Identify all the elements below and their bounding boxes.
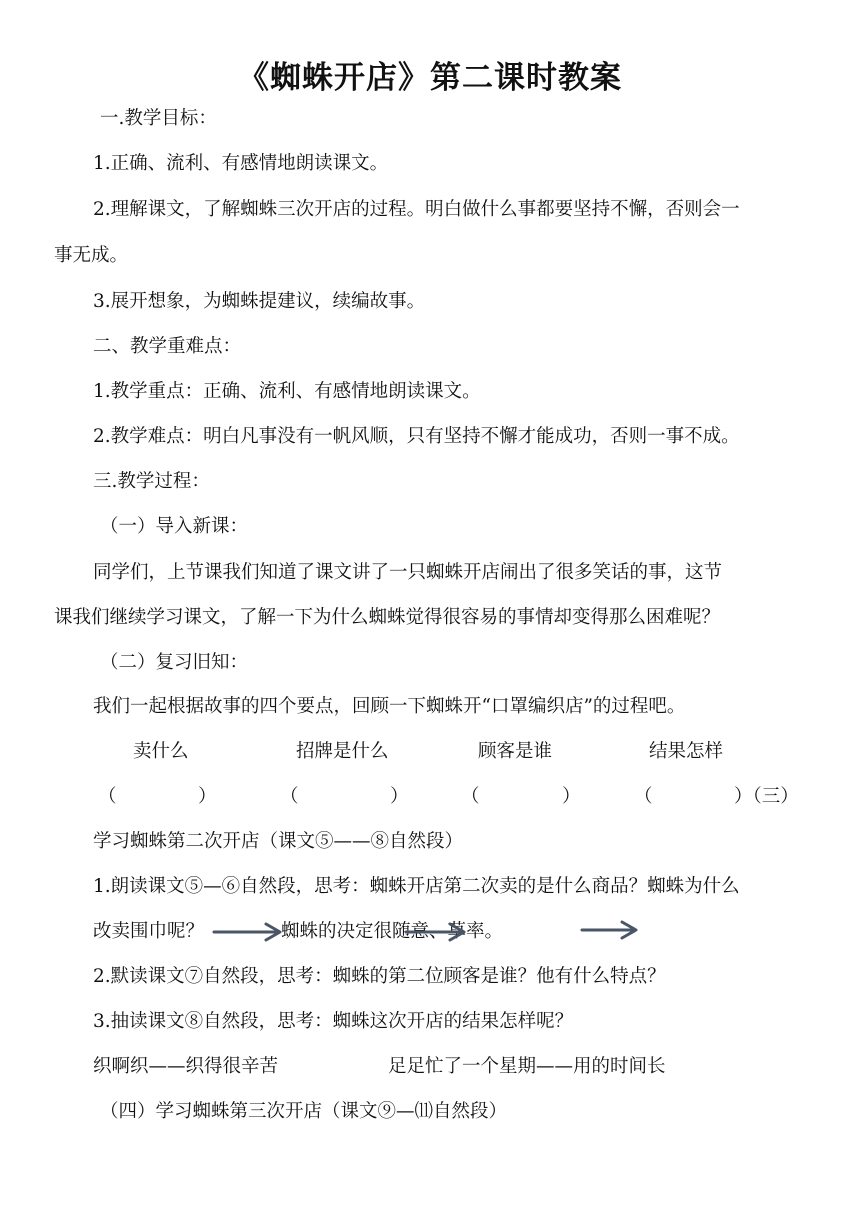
section-heading-objectives: 一.教学目标： — [100, 108, 217, 129]
point-result: 结果怎样 — [649, 741, 724, 762]
point-what-sell: 卖什么 — [133, 741, 189, 762]
question-1-line-1: 1.朗读课文⑤—⑥自然段，思考：蜘蛛开店第二次卖的是什么商品？蜘蛛为什么 — [93, 876, 740, 897]
question-1-answer: 蜘蛛的决定很随意、草率。 — [281, 921, 504, 942]
result-note-1: 织啊织——织得很辛苦 — [93, 1056, 279, 1077]
section-heading-process: 三.教学过程： — [93, 471, 210, 492]
arrow-icon — [404, 919, 470, 945]
arrow-icon — [578, 917, 642, 943]
blank-close-1: ） — [198, 786, 217, 807]
blank-open-4: （ — [634, 786, 653, 807]
point-customer: 顾客是谁 — [478, 741, 553, 762]
objective-2-line-2: 事无成。 — [54, 245, 129, 266]
step-1-line-1: 同学们，上节课我们知道了课文讲了一只蜘蛛开店闹出了很多笑话的事，这节 — [93, 562, 723, 583]
key-point-2: 2.教学难点：明白凡事没有一帆风顺，只有坚持不懈才能成功，否则一事不成。 — [93, 426, 740, 447]
story-points-row — [0, 739, 860, 765]
blank-close-3: ） — [562, 786, 581, 807]
blanks-row — [0, 784, 860, 810]
document-title: 《蜘蛛开店》第二课时教案 — [238, 60, 622, 96]
step-2-heading: （二）复习旧知： — [100, 652, 249, 673]
step-1-line-2: 课我们继续学习课文，了解一下为什么蜘蛛觉得很容易的事情却变得那么困难呢？ — [54, 607, 721, 628]
section-heading-key-points: 二、教学重难点： — [93, 336, 242, 357]
point-sign: 招牌是什么 — [296, 741, 389, 762]
step-4-heading: （四）学习蜘蛛第三次开店（课文⑨—⑾自然段） — [100, 1101, 508, 1122]
question-2: 2.默读课文⑦自然段，思考：蜘蛛的第二位顾客是谁？他有什么特点？ — [93, 966, 666, 987]
objective-3: 3.展开想象，为蜘蛛提建议，续编故事。 — [93, 291, 426, 312]
arrow-icon — [212, 919, 288, 945]
blank-open-3: （ — [461, 786, 480, 807]
blank-open-2: （ — [280, 786, 299, 807]
key-point-1: 1.教学重点：正确、流利、有感情地朗读课文。 — [93, 381, 481, 402]
step-1-heading: （一）导入新课： — [100, 516, 249, 537]
step-2-line-1: 我们一起根据故事的四个要点，回顾一下蜘蛛开“口罩编织店”的过程吧。 — [93, 696, 686, 717]
question-3: 3.抽读课文⑧自然段，思考：蜘蛛这次开店的结果怎样呢？ — [93, 1011, 574, 1032]
objective-1: 1.正确、流利、有感情地朗读课文。 — [93, 153, 389, 174]
blank-close-2: ） — [390, 786, 409, 807]
blank-open-1: （ — [98, 786, 117, 807]
question-1-line-2-start: 改卖围巾呢？ — [93, 921, 205, 942]
objective-2-line-1: 2.理解课文，了解蜘蛛三次开店的过程。明白做什么事都要坚持不懈，否则会一 — [93, 199, 740, 220]
blank-close-4-and-step-3-number: ）（三） — [734, 786, 799, 807]
step-3-heading: 学习蜘蛛第二次开店（课文⑤——⑧自然段） — [93, 831, 464, 852]
result-note-2: 足足忙了一个星期——用的时间长 — [388, 1056, 666, 1077]
